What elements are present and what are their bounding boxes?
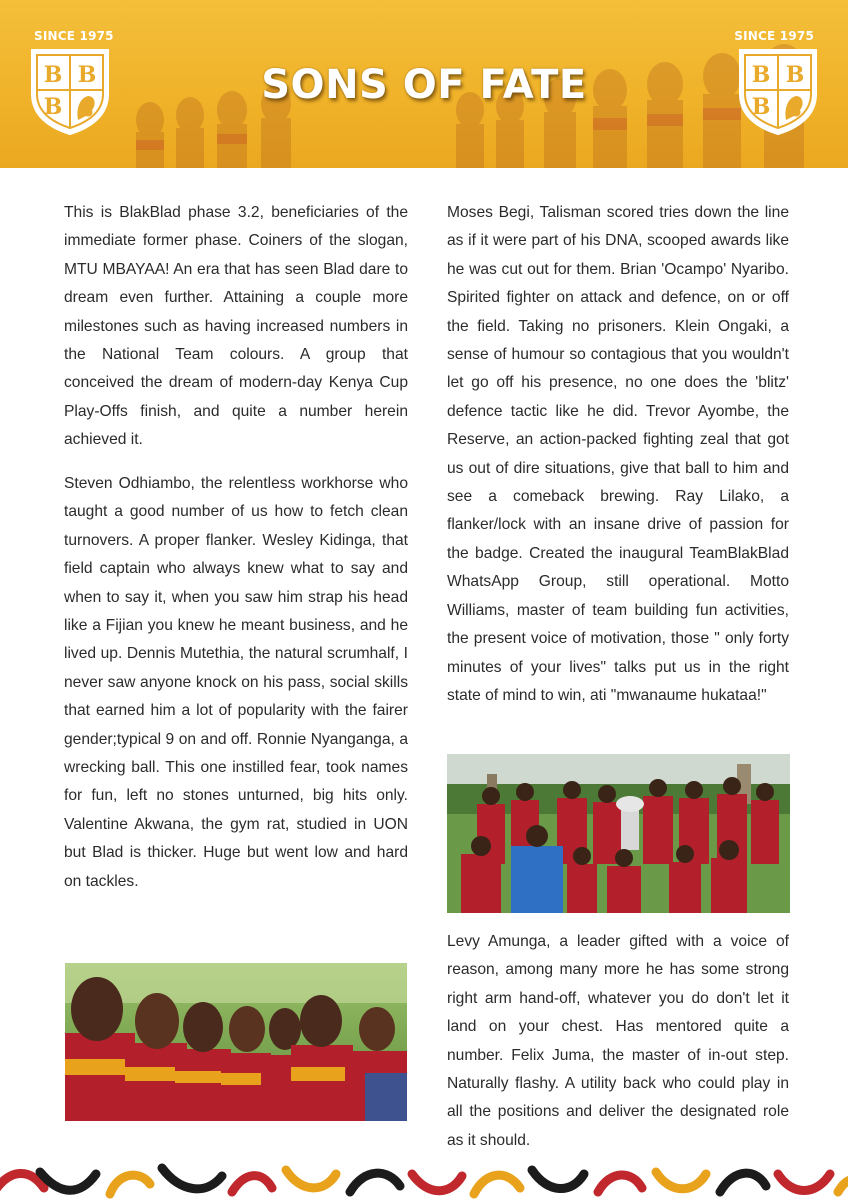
article-paragraph: [447, 199, 789, 710]
paragraph-text: This is BlakBlad phase 3.2, beneficiaries of the immediate former phase. Coiners of the slogan, MTU MBAYAA! An era that has seen Blad dare to dream even further. Attaining a couple more milestones such as having increased numbers in the National Team colours. A group that conceived the dream of modern-day Kenya Cup Play-Offs finish, and quite a number herein achieved it.: [64, 204, 408, 449]
paragraph-text: Moses Begi, Talisman scored tries down the line as if it were part of his DNA, scooped awards like he was cut out for them. Brian 'Ocampo' Nyaribo. Spirited fighter on attack and defence, on or off the field. Taking no prisoners. Klein Ongaki, a sense of humour so contagious that you wouldn't let go off his presence, no one does the 'blitz' defence tactic like he did. Trevor Ayombe, the Reserve, an action-packed fighting zeal that got us out of dire situations, give that ball to him and see a comeback brewing. Ray Lilako, a flanker/lock with an insane drive of passion for the badge. Created the inaugural TeamBlakBlad WhatsApp Group, still operational. Motto Williams, master of team building fun activities, the present voice of motivation, those " only forty minutes of your lives" talks put us in the right state of mind to win, ati "mwanaume hukataa!": [447, 204, 789, 704]
article-paragraph: [447, 928, 789, 1155]
decorative-footer-pattern: [0, 1162, 848, 1200]
since-label-right: SINCE 1975: [734, 29, 814, 43]
crest-letter: B: [785, 62, 805, 88]
crest-letter: B: [751, 94, 771, 120]
crest-letter: B: [751, 62, 771, 88]
paragraph-text: Steven Odhiambo, the relentless workhorse who taught a good number of us how to fetch clean turnovers. A proper flanker. Wesley Kidinga, that field captain who always knew what to say and when to say it, when you saw him strap his head like a Fijian you knew he meant business, and he lived up. Dennis Mutethia, the natural scrumhalf, I never saw anyone knock on his pass, social skills that earned him a lot of popularity with the fairer gender;typical 9 on and off. Ronnie Nyanganga, a wrecking ball. This one instilled fear, took names for fun, left no stones unturned, big hits only. Valentine Akwana, the gym rat, studied in UON but Blad is thicker. Huge but went low and hard on tackles.: [64, 475, 408, 890]
players-anthem-photo: [65, 963, 407, 1121]
since-label-left: SINCE 1975: [34, 29, 114, 43]
page-title: SONS OF FATE: [261, 62, 587, 108]
crest-letter: B: [43, 62, 63, 88]
crest-letter: B: [43, 94, 63, 120]
team-trophy-photo: [447, 754, 790, 913]
crest-letter: B: [77, 62, 97, 88]
article-paragraph: [64, 470, 408, 896]
paragraph-text: Levy Amunga, a leader gifted with a voice of reason, among many more he has some strong right arm hand-off, whatever you do don't let it land on your chest. Has mentored quite a number. Felix Juma, the master of in-out step. Naturally flashy. A utility back who could play in all the positions and deliver the designated role as it should.: [447, 933, 789, 1149]
header-banner: [0, 0, 848, 168]
article-paragraph: [64, 199, 408, 455]
